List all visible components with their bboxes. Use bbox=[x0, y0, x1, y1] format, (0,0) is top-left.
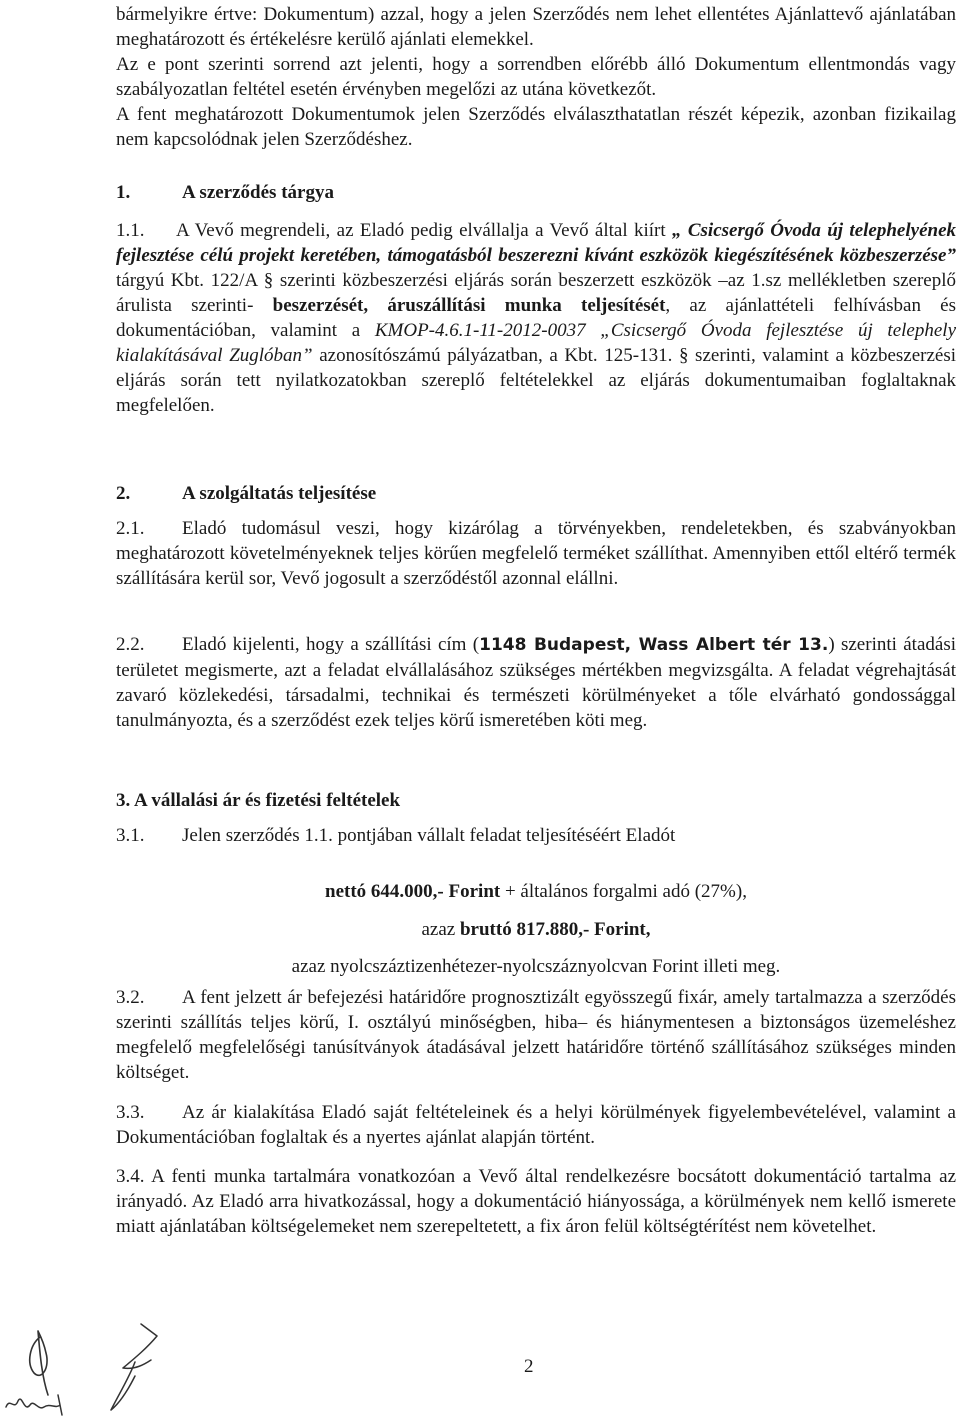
handwritten-initials-signature bbox=[0, 1315, 120, 1427]
paragraph-2-2 bbox=[116, 632, 956, 733]
section-2-title: A szolgáltatás teljesítése bbox=[182, 483, 377, 504]
p11-text-bold: beszerzését, áruszállítási munka teljesítését bbox=[272, 295, 666, 316]
p11-text-a: A Vevő megrendeli, az Eladó pedig elvállalja a Vevő által kiírt bbox=[176, 220, 673, 241]
paragraph-2-1 bbox=[116, 516, 956, 591]
gross-price-line bbox=[116, 917, 956, 942]
p31-text: Jelen szerződés 1.1. pontjában vállalt feladat teljesítéséért Eladót bbox=[182, 825, 676, 846]
paragraph-3-1 bbox=[116, 823, 956, 848]
handwritten-signature bbox=[105, 1318, 185, 1418]
p22-text-b: ) szerinti átadási területet megismerte, azt a feladat elvállalásához szükséges mértékben megvizsgálta. A feladat végrehajtását zavaró közlekedési, társadalmi, technikai és természeti körülményeket a tőle elvárható gondossággal tanulmányozta, és a szerződést ezek teljes körű ismeretében köti meg. bbox=[116, 634, 956, 731]
paragraph-3-2 bbox=[116, 985, 956, 1085]
section-1-heading bbox=[116, 180, 956, 205]
p11-text-c: tárgyú Kbt. 122/A § szerinti közbeszerzési eljárás során beszerzett eszközök –az 1.sz mellékletben szereplő árulista szerinti- bbox=[116, 270, 956, 316]
paragraph-1-1 bbox=[116, 218, 956, 418]
p11-grant-id: KMOP-4.6.1-11-2012-0037 „Csicsergő Óvoda fejlesztése új telephely kialakításával Zuglóban” bbox=[116, 320, 957, 366]
section-1-number: 1. bbox=[116, 182, 131, 203]
intro-paragraph-2: Az e pont szerinti sorrend azt jelenti, hogy a sorrendben előrébb álló Dokumentum ellentmondás vagy szabályozatlan feltétel esetén érvényben megelőzi az utána következőt. bbox=[116, 54, 956, 100]
paragraph-1-1-number: 1.1. bbox=[116, 220, 145, 241]
gross-prefix: azaz bbox=[421, 919, 460, 940]
intro-paragraph-3: A fent meghatározott Dokumentumok jelen Szerződés elválaszthatatlan részét képezik, azonban fizikailag nem kapcsolódnak jelen Szerződéshez. bbox=[116, 104, 956, 150]
paragraph-3-3 bbox=[116, 1100, 956, 1150]
gross-price: bruttó 817.880,- Forint, bbox=[459, 919, 651, 940]
section-2-heading bbox=[116, 481, 956, 506]
net-price: nettó 644.000,- Forint bbox=[325, 881, 501, 902]
paragraph-3-1-number: 3.1. bbox=[116, 825, 145, 846]
paragraph-2-2-number: 2.2. bbox=[116, 634, 145, 655]
price-in-words: azaz nyolcszáztizenhétezer-nyolcszáznyolcvan Forint illeti meg. bbox=[291, 956, 781, 977]
section-2-number: 2. bbox=[116, 483, 131, 504]
net-price-line bbox=[116, 879, 956, 904]
section-1-title: A szerződés tárgya bbox=[182, 182, 334, 203]
p33-text: Az ár kialakítása Eladó saját feltételeinek és a helyi körülmények figyelembevételével, valamint a Dokumentációban foglaltak és a nyertes ajánlat alapján történt. bbox=[116, 1102, 956, 1148]
p11-text-e: , az ajánlattételi felhívásban és dokumentációban, valamint a bbox=[116, 295, 957, 341]
p11-project-title: „ Csicsergő Óvoda új telephelyének fejlesztése célú projekt keretében, támogatásból beszerezni kívánt eszközök kiegészítésének közbeszerzése” bbox=[116, 220, 956, 266]
vat-text: + általános forgalmi adó (27%), bbox=[500, 881, 747, 902]
paragraph-3-2-number: 3.2. bbox=[116, 987, 145, 1008]
paragraph-3-4: 3.4. A fenti munka tartalmára vonatkozóan a Vevő által rendelkezésre bocsátott dokumentáció tartalma az irányadó. Az Eladó arra hivatkozással, hogy a dokumentáció hiányossága, a körülmények nem kellő ismerete miatt ajánlatában költségelemeket nem szerepeltetett, a fix áron felül költségtérítést nem követelhet. bbox=[116, 1166, 956, 1237]
p32-text: A fent jelzett ár befejezési határidőre prognosztizált egyösszegű fixár, amely tartalmazza a szerződés szerinti szállítás teljes körű, I. osztályú minőségben, hiba– és hiánymentesen a biztonságos üzemeléshez megfelelő megfelelőségi tanúsítványok átadásával jelzett határidőre történő szállításához szükséges minden költséget. bbox=[116, 987, 956, 1083]
intro-block bbox=[116, 2, 956, 152]
paragraph-3-3-number: 3.3. bbox=[116, 1102, 145, 1123]
p11-text-g: azonosítószámú pályázatban, a Kbt. 125-131. § szerinti, valamint a közbeszerzési eljárás során tett nyilatkozatokban szereplő feltételekkel az eljárás dokumentumaiban foglaltaknak megfelelően. bbox=[116, 345, 957, 416]
p21-text: Eladó tudomásul veszi, hogy kizárólag a törvényekben, rendeletekben, és szabványokban meghatározott követelményeknek teljes körűen megfelelő terméket szállíthat. Amennyiben ettől eltérő termék szállítására kerül sor, Vevő jogosult a szerződéstől azonnal elállni. bbox=[116, 518, 956, 589]
delivery-address: 1148 Budapest, Wass Albert tér 13. bbox=[479, 635, 829, 655]
p22-text-a: Eladó kijelenti, hogy a szállítási cím ( bbox=[182, 634, 480, 655]
intro-paragraph-1: bármelyikre értve: Dokumentum) azzal, hogy a jelen Szerződés nem lehet ellentétes Ajánlattevő ajánlatában meghatározott és értékelésre kerülő ajánlati elemekkel. bbox=[116, 4, 956, 50]
section-3-heading: 3. A vállalási ár és fizetési feltételek bbox=[116, 790, 401, 811]
paragraph-2-1-number: 2.1. bbox=[116, 518, 145, 539]
page-number: 2 bbox=[524, 1356, 534, 1377]
